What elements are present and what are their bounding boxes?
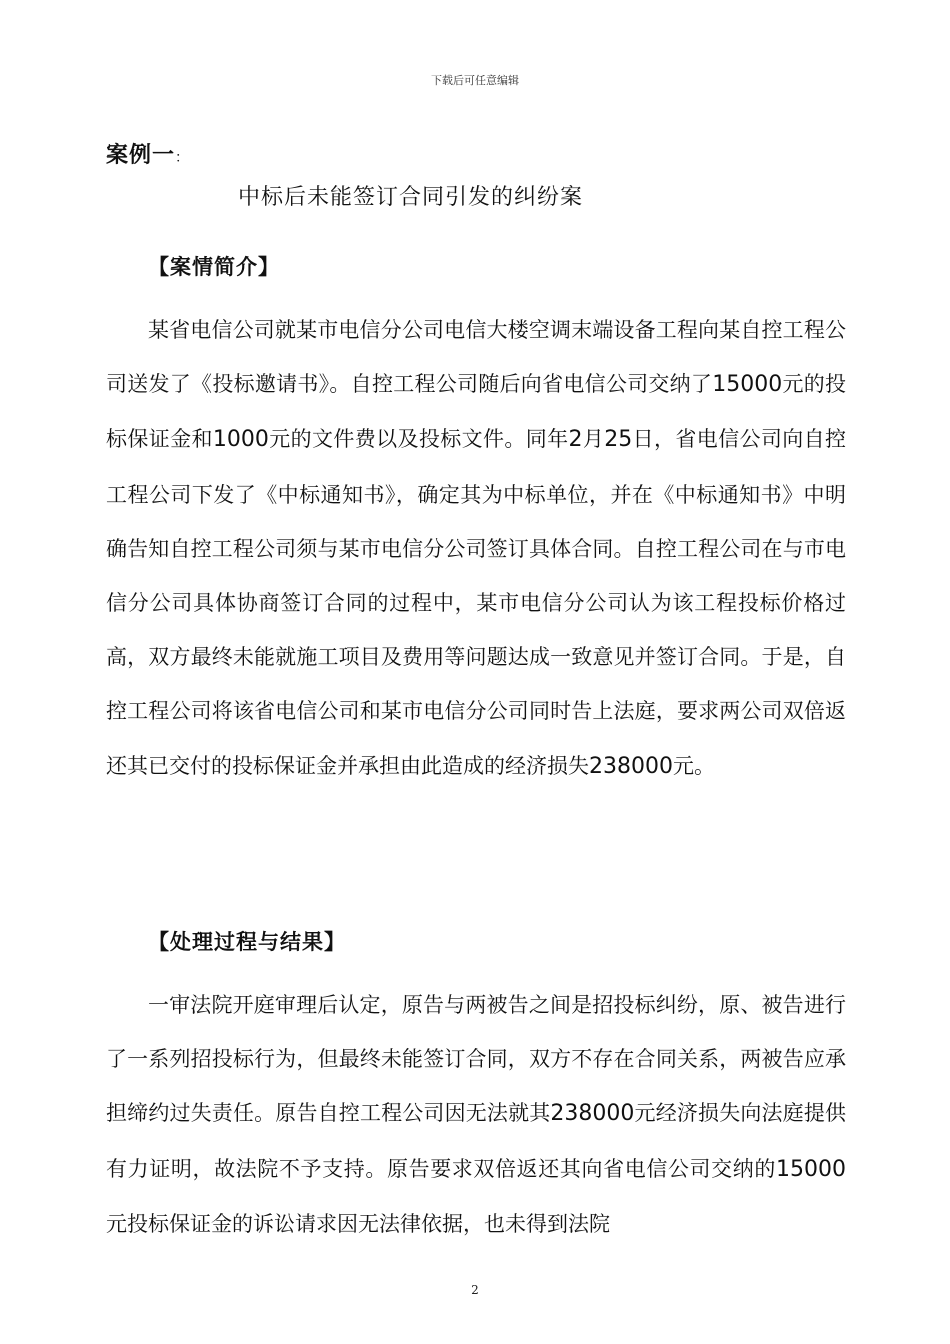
- header-note: 下载后可任意编辑: [431, 74, 519, 87]
- case-label-text: 案例一: [106, 142, 176, 168]
- text-run: 元的投标保证金和: [106, 372, 846, 452]
- case-title: 中标后未能签订合同引发的纠纷案: [238, 185, 584, 210]
- amount-deposit: 15000: [776, 1156, 846, 1182]
- text-run: 元的文件费以及投标文件。同年: [268, 427, 569, 452]
- amount-deposit: 15000: [712, 372, 783, 398]
- case-label: [106, 138, 190, 169]
- section-heading-process-result: 【处理过程与结果】: [148, 929, 346, 954]
- date-day: 25: [604, 427, 633, 453]
- section-heading-case-summary: 【案情简介】: [148, 254, 280, 279]
- text-run: 某省电信公司就某市电信分公司电信大楼空调末端设备工程向某自控工程公司送发了《投标邀请书》。自控工程公司随后向省电信公司交纳了: [106, 318, 846, 397]
- text-run: 元投标保证金的诉讼请求因无法律依据，也未得到法院: [106, 1211, 610, 1236]
- page-number: 2: [471, 1283, 479, 1297]
- text-run: 日，省电信公司向自控工程公司下发了《中标通知书》，确定其为中标单位，并在《中标通知书》中明确告知自控工程公司须与某市电信分公司签订具体合同。自控工程公司在与市电信分公司具体协商签订合同的过程中，某市电信分公司认为该工程投标价格过高，双方最终未能就施工项目及费用等问题达成一致意见并签订合同。于是，自控工程公司将该省电信公司和某市电信分公司同时告上法庭，要求两公司双倍返还其已交付的投标保证金并承担由此造成的经济损失: [106, 427, 846, 778]
- process-result-paragraph: [106, 978, 846, 1251]
- case-label-colon: ：: [175, 150, 191, 166]
- text-run: 一审法院开庭审理后认定，原告与两被告之间是招投标纠纷，原、被告进行了一系列招投标行为，但最终未能签订合同，双方不存在合同关系，两被告应承担缔约过失责任。原告自控工程公司因无法就其: [106, 993, 846, 1126]
- text-run: 月: [582, 427, 605, 452]
- amount-loss: 238000: [589, 753, 673, 779]
- text-run: 元经济损失向法庭提供有力证明，故法院不予支持。原告要求双倍返还其向省电信公司交纳的: [106, 1101, 847, 1181]
- case-summary-paragraph: [106, 303, 846, 794]
- amount-loss: 238000: [550, 1101, 635, 1127]
- text-run: 元。: [672, 753, 715, 778]
- date-month: 2: [568, 427, 583, 453]
- amount-file-fee: 1000: [212, 427, 269, 453]
